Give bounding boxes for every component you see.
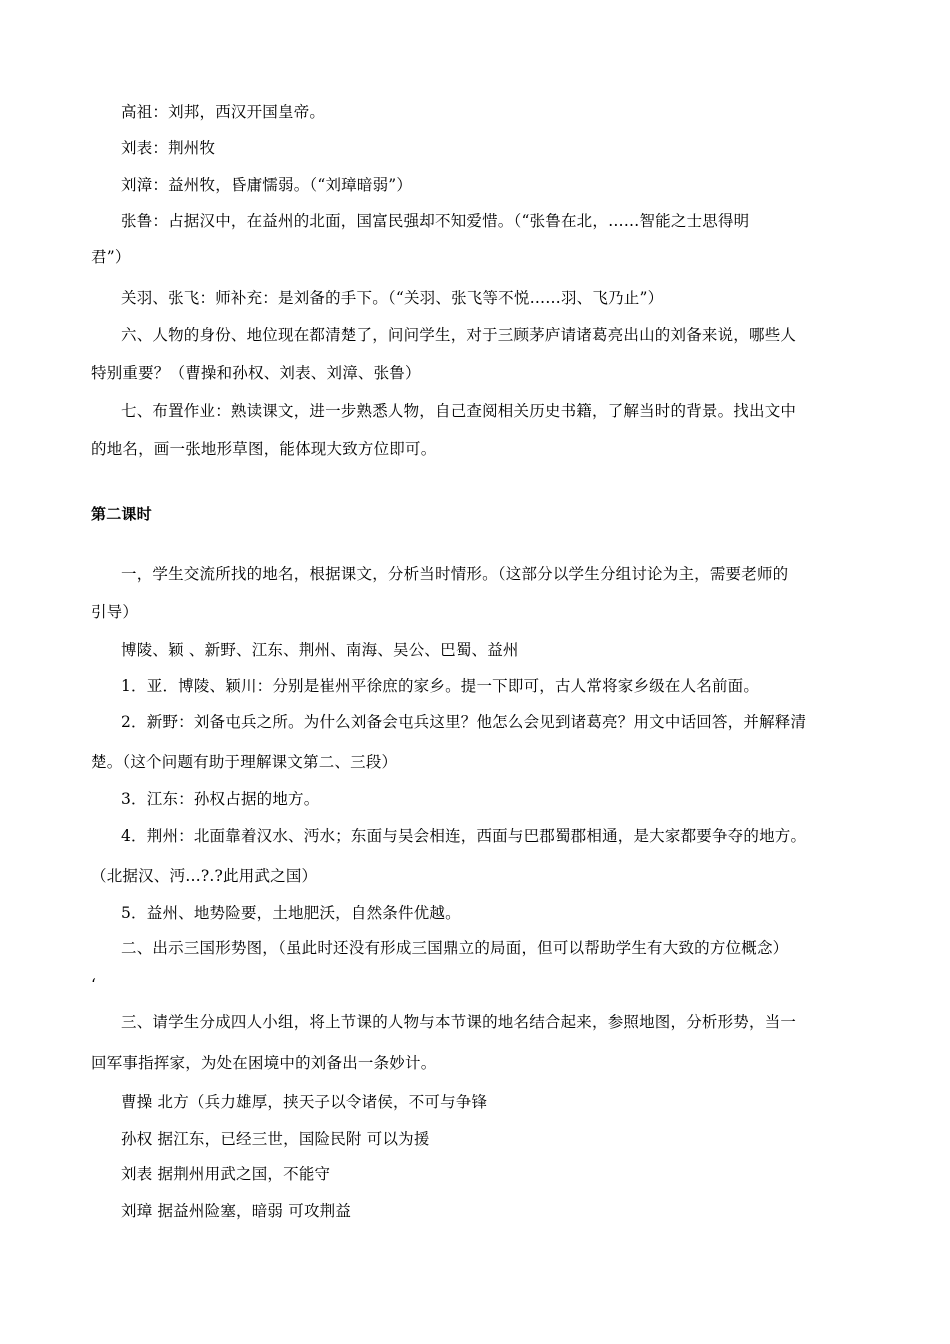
liubiao-line: 刘表：荆州牧	[121, 139, 216, 157]
step1-line-2: 引导）	[91, 603, 139, 621]
step3-line-1: 三、请学生分成四人小组，将上节课的人物与本节课的地名结合起来，参照地图，分析形势，当一	[121, 1013, 797, 1031]
item2-line-1: 2．新野：刘备屯兵之所。为什么刘备会屯兵这里？他怎么会见到诸葛亮？用文中话回答，并解释清	[121, 713, 807, 731]
item4-line-2: （北据汉、沔…?.?此用武之国）	[91, 867, 318, 885]
step7-line-2: 的地名，画一张地形草图，能体现大致方位即可。	[91, 440, 437, 458]
liuzhang-plan-line: 刘璋 据益州险塞，暗弱 可攻荆益	[121, 1202, 352, 1220]
sunquan-line: 孙权 据江东，已经三世，国险民附 可以为援	[121, 1130, 430, 1148]
step7-line-1: 七、布置作业：熟读课文，进一步熟悉人物，自己查阅相关历史书籍，了解当时的背景。找出文中	[121, 402, 797, 420]
step3-line-2: 回军事指挥家，为处在困境中的刘备出一条妙计。	[91, 1054, 437, 1072]
item4-line-1: 4．荆州：北面靠着汉水、沔水；东面与吴会相连，西面与巴郡蜀郡相通，是大家都要争夺的地方。	[121, 827, 807, 845]
step2-line-2: ‘	[91, 976, 97, 994]
item2-line-2: 楚。（这个问题有助于理解课文第二、三段）	[91, 753, 398, 771]
liubiao-plan-line: 刘表 据荆州用武之国，不能守	[121, 1165, 331, 1183]
step1-line-1: 一，学生交流所找的地名，根据课文，分析当时情形。（这部分以学生分组讨论为主，需要老师的	[121, 565, 789, 583]
step6-line-2: 特别重要？（曹操和孙权、刘表、刘漳、张鲁）	[91, 364, 421, 382]
item3-line: 3．江东：孙权占据的地方。	[121, 790, 320, 808]
step6-line-1: 六、人物的身份、地位现在都清楚了，问问学生，对于三顾茅庐请诸葛亮出山的刘备来说，哪些人	[121, 326, 797, 344]
lesson2-title: 第二课时	[91, 505, 152, 523]
step2-line-1: 二、出示三国形势图，（虽此时还没有形成三国鼎立的局面，但可以帮助学生有大致的方位概念）	[121, 939, 789, 957]
zhanglu-line-2: 君”）	[91, 248, 131, 266]
zhanglu-line-1: 张鲁：占据汉中，在益州的北面，国富民强却不知爱惜。（“张鲁在北，……智能之士思得明	[121, 212, 750, 230]
guanyu-zhangfei-line: 关羽、张飞：师补充：是刘备的手下。（“关羽、张飞等不悦……羽、飞乃止”）	[121, 289, 664, 307]
item1-line: 1．亚．博陵、颖川：分别是崔州平徐庶的家乡。提一下即可，古人常将家乡级在人名前面。	[121, 677, 760, 695]
place-names-line: 博陵、颖 、新野、江东、荆州、南海、吴公、巴蜀、益州	[121, 641, 519, 659]
caocao-line: 曹操 北方（兵力雄厚，挟天子以令诸侯，不可与争锋	[121, 1093, 488, 1111]
gaozu-line: 高祖：刘邦，西汉开国皇帝。	[121, 103, 326, 121]
liuzhang-line: 刘漳：益州牧，昏庸懦弱。（“刘璋暗弱”）	[121, 176, 413, 194]
item5-line: 5．益州、地势险要，土地肥沃，自然条件优越。	[121, 904, 461, 922]
